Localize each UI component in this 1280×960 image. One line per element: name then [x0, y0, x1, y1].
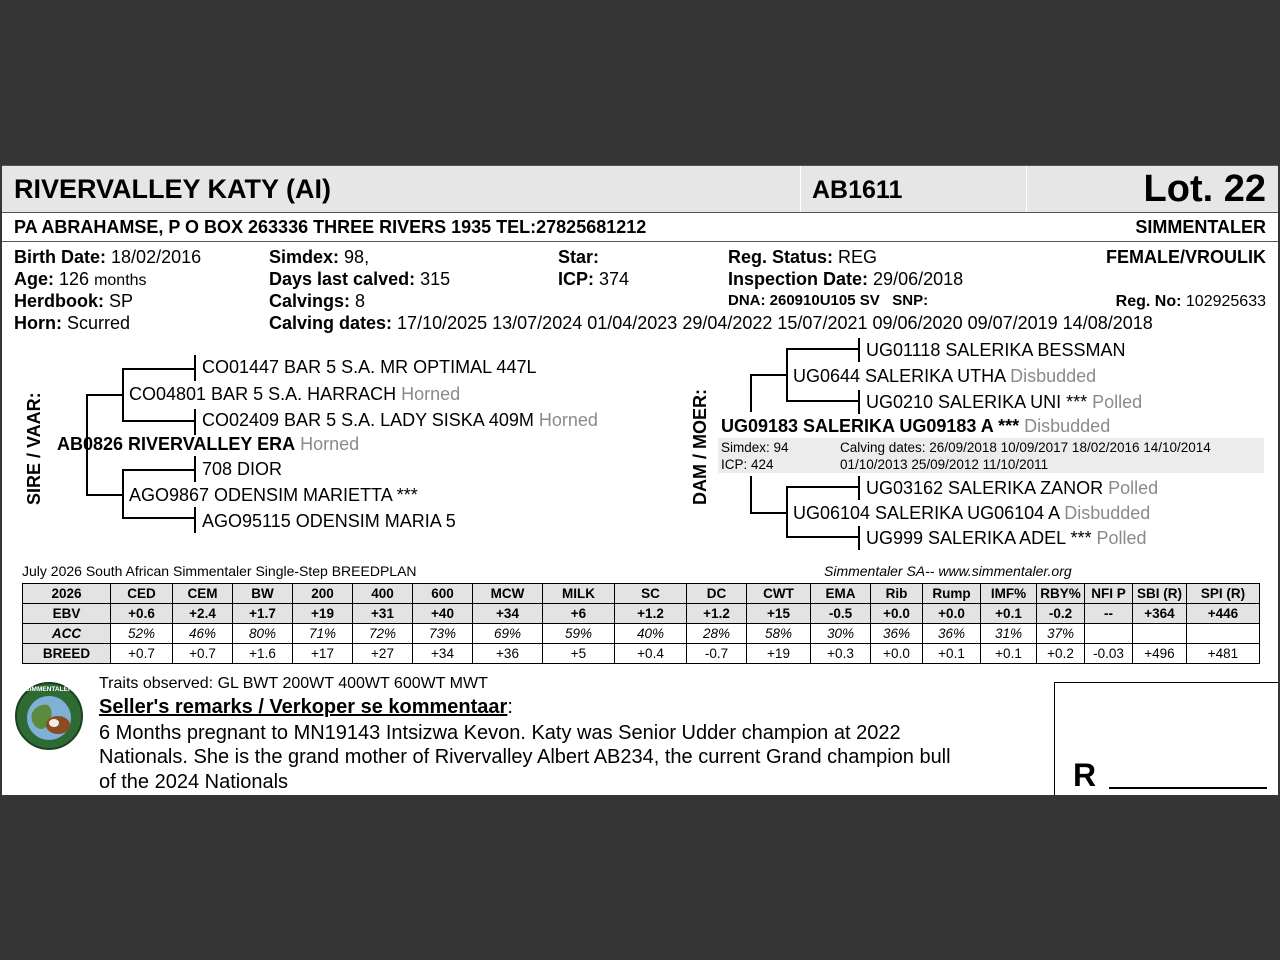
header-bar — [2, 165, 1278, 213]
dam-simdex: Simdex: 94 — [721, 440, 789, 455]
dam-calving-dates-2: 01/10/2013 25/09/2012 11/10/2011 — [840, 457, 1049, 472]
reg-number: Reg. No: 102925633 — [1115, 293, 1266, 310]
simdex: Simdex: 98, — [269, 247, 370, 267]
inspection-date: Inspection Date: 29/06/2018 — [728, 269, 964, 289]
herdbook: Herdbook: SP — [14, 291, 134, 311]
animal-id: AB1611 — [812, 176, 903, 204]
sex: FEMALE/VROULIK — [1106, 247, 1266, 267]
logo-text: SIMMENTALER — [25, 686, 73, 693]
remarks-line-1: 6 Months pregnant to MN19143 Intsizwa Kevon. Katy was Senior Udder champion at 2022 — [99, 722, 901, 744]
remarks-line-3: of the 2024 Nationals — [99, 771, 289, 793]
calving-dates: Calving dates: 17/10/2025 13/07/2024 01/04/2023 29/04/2022 15/07/2021 09/06/2020 09/07/2019 14/08/2018 — [269, 313, 1153, 333]
lot-number: Lot. 22 — [1143, 168, 1266, 210]
breedplan-caption: July 2026 South African Simmentaler Single-Step BREEDPLAN — [22, 563, 417, 579]
breedplan-table — [22, 583, 1260, 664]
dam-icp: ICP: 424 — [721, 457, 774, 472]
remarks-line-2: Nationals. She is the grand mother of Rivervalley Albert AB234, the current Grand champion bull — [99, 746, 951, 768]
dam-calving-dates-1: Calving dates: 26/09/2018 10/09/2017 18/02/2016 14/10/2014 — [840, 440, 1211, 455]
bp-header-row: 2026 CED CEM BW 200 400 600 MCW MILK SC DC CWT EMA Rib Rump IMF% RBY% NFI P SBI (R) SPI (R) — [23, 584, 1260, 604]
simmentaler-logo-icon — [14, 681, 84, 751]
traits-observed: Traits observed: GL BWT 200WT 400WT 600WT MWT — [99, 675, 488, 692]
price-line[interactable] — [1109, 787, 1267, 789]
dam-dam: UG06104 SALERIKA UG06104 A Disbudded — [793, 503, 1151, 523]
icp: ICP: 374 — [558, 269, 630, 289]
sire-sire: CO04801 BAR 5 S.A. HARRACH Horned — [129, 384, 461, 404]
dna: DNA: 260910U105 SV SNP: — [728, 292, 929, 309]
bp-breed-row: BREED +0.7 +0.7 +1.6 +17 +27 +34 +36 +5 +0.4 -0.7 +19 +0.3 +0.0 +0.1 +0.1 +0.2 -0.03 +496 +481 — [23, 644, 1260, 664]
owner-bar — [2, 213, 1278, 242]
star: Star: — [558, 247, 600, 267]
price-box — [1054, 682, 1278, 795]
bp-ebv-row: EBV +0.6 +2.4 +1.7 +19 +31 +40 +34 +6 +1.2 +1.2 +15 -0.5 +0.0 +0.0 +0.1 -0.2 -- +364 +446 — [23, 604, 1260, 624]
reg-status: Reg. Status: REG — [728, 247, 878, 267]
sire-dam-sire: 708 DIOR — [202, 459, 283, 479]
bp-acc-row: ACC 52% 46% 80% 71% 72% 73% 69% 59% 40% 28% 58% 30% 36% 36% 31% 37% — [23, 624, 1260, 644]
dam-dam-sire: UG03162 SALERIKA ZANOR Polled — [866, 478, 1159, 498]
age: Age: 126 months — [14, 269, 147, 289]
dam-sire-dam: UG0210 SALERIKA UNI *** Polled — [866, 392, 1143, 412]
owner-address: PA ABRAHAMSE, P O BOX 263336 THREE RIVERS 1935 TEL:27825681212 — [14, 217, 647, 237]
remarks-heading: Seller's remarks / Verkoper se kommentaar: — [99, 696, 513, 718]
breed-name: SIMMENTALER — [1135, 217, 1266, 237]
sire-sire-sire: CO01447 BAR 5 S.A. MR OPTIMAL 447L — [202, 357, 537, 377]
calvings: Calvings: 8 — [269, 291, 366, 311]
breedplan-site: Simmentaler SA-- www.simmentaler.org — [824, 563, 1072, 579]
dam-sire-sire: UG01118 SALERIKA BESSMAN — [866, 340, 1126, 360]
sire: AB0826 RIVERVALLEY ERA Horned — [57, 434, 360, 454]
sire-dam: AGO9867 ODENSIM MARIETTA *** — [129, 485, 418, 505]
dam: UG09183 SALERIKA UG09183 A *** Disbudded — [721, 416, 1111, 436]
dam-sire: UG0644 SALERIKA UTHA Disbudded — [793, 366, 1097, 386]
birth-date: Birth Date: 18/02/2016 — [14, 247, 202, 267]
days-last-calved: Days last calved: 315 — [269, 269, 451, 289]
sire-sire-dam: CO02409 BAR 5 S.A. LADY SISKA 409M Horned — [202, 410, 598, 430]
dam-side-label: DAM / MOER: — [690, 389, 710, 505]
lot-card — [2, 165, 1278, 795]
sire-dam-dam: AGO95115 ODENSIM MARIA 5 — [202, 511, 456, 531]
price-label: R — [1073, 757, 1097, 793]
horn-status: Horn: Scurred — [14, 313, 131, 333]
animal-name: RIVERVALLEY KATY (AI) — [14, 174, 332, 204]
sire-side-label: SIRE / VAAR: — [24, 392, 44, 505]
dam-dam-dam: UG999 SALERIKA ADEL *** Polled — [866, 528, 1147, 548]
